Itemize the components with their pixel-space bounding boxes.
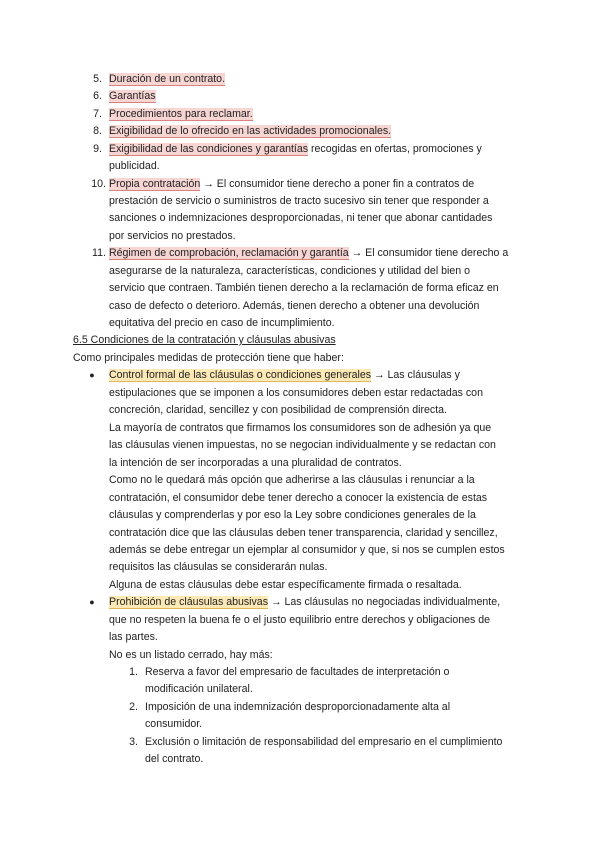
- sublist-number: 3.: [129, 736, 138, 748]
- list-item: [109, 106, 253, 123]
- sublist-number: 2.: [129, 701, 138, 713]
- item-text: → El consumidor tiene derecho a poner fin a contratos de: [200, 178, 475, 190]
- item-continuation: asegurarse de la naturaleza, características, condiciones y utilidad del bien o: [109, 265, 470, 277]
- bullet-continuation: concreción, claridad, sencillez y con posibilidad de comprensión directa.: [109, 404, 448, 416]
- sublist-continuation: consumidor.: [145, 718, 203, 730]
- item-text: → El consumidor tiene derecho a: [348, 247, 509, 259]
- item-text: → Las cláusulas y: [371, 369, 460, 381]
- sublist-item: Exclusión o limitación de responsabilidad del empresario en el cumplimiento: [145, 736, 503, 748]
- highlighted-text: Control formal de las cláusulas o condiciones generales: [109, 369, 372, 381]
- highlighted-text: Duración de un contrato.: [109, 73, 226, 85]
- bullet-continuation: Alguna de estas cláusulas debe estar específicamente firmada o resaltada.: [109, 579, 462, 591]
- bullet-item: [109, 594, 500, 611]
- list-item: [109, 71, 225, 88]
- bullet-continuation: que no respeten la buena fe o el justo equilibrio entre derechos y obligaciones de: [109, 614, 491, 626]
- bullet-continuation: las cláusulas vienen impuestas, no se negocian individualmente y se redactan con: [109, 439, 496, 451]
- list-number: 9.: [93, 143, 102, 155]
- highlighted-text: Régimen de comprobación, reclamación y garantía: [109, 247, 349, 259]
- bullet-continuation: además se debe entregar un ejemplar al consumidor y que, si nos se cumplen estos: [109, 544, 505, 556]
- highlighted-text: Garantías: [109, 90, 156, 102]
- list-item: [109, 123, 391, 140]
- bullet-continuation: Como no le quedará más opción que adherirse a las cláusulas i renunciar a la: [109, 474, 475, 486]
- item-continuation: por servicios no prestados.: [109, 230, 236, 242]
- item-continuation: caso de defecto o deterioro. Además, tienen derecho a obtener una devolución: [109, 300, 480, 312]
- highlighted-text: Procedimientos para reclamar.: [109, 108, 253, 120]
- highlighted-text: Propia contratación: [109, 178, 201, 190]
- list-number: 8.: [93, 125, 102, 137]
- bullet-marker: ●: [89, 597, 95, 607]
- item-continuation: prestación de servicio o suministros de tracto sucesivo sin tener que responder a: [109, 195, 489, 207]
- bullet-continuation: contratación, el consumidor debe tener derecho a conocer la existencia de estas: [109, 492, 488, 504]
- bullet-continuation: contratación dice que las cláusulas deben tener transparencia, claridad y sencillez,: [109, 527, 498, 539]
- item-text: → Las cláusulas no negociadas individualmente,: [268, 596, 501, 608]
- intro-text: Como principales medidas de protección tiene que haber:: [73, 352, 344, 364]
- list-number: 11.: [92, 247, 106, 259]
- section-heading: 6.5 Condiciones de la contratación y cláusulas abusivas: [73, 334, 336, 346]
- list-number: 7.: [93, 108, 102, 120]
- bullet-item: [109, 367, 460, 384]
- item-text: recogidas en ofertas, promociones y: [308, 143, 482, 155]
- item-continuation: publicidad.: [109, 160, 160, 172]
- sublist-item: Imposición de una indemnización desproporcionadamente alta al: [145, 701, 451, 713]
- highlighted-text: Exigibilidad de lo ofrecido en las actividades promocionales.: [109, 125, 392, 137]
- bullet-continuation: requisitos las cláusulas se considerarán nulas.: [109, 561, 328, 573]
- list-item: [109, 88, 156, 105]
- highlighted-text: Exigibilidad de las condiciones y garantías: [109, 143, 309, 155]
- list-number: 6.: [93, 90, 102, 102]
- sublist-number: 1.: [129, 666, 138, 678]
- list-number: 5.: [93, 73, 102, 85]
- bullet-marker: ●: [89, 370, 95, 380]
- bullet-continuation: La mayoría de contratos que firmamos los consumidores son de adhesión ya que: [109, 422, 492, 434]
- list-number: 10.: [91, 178, 106, 190]
- list-item: [109, 245, 508, 262]
- sublist-item: Reserva a favor del empresario de facultades de interpretación o: [145, 666, 450, 678]
- item-continuation: servicio que contraen. También tienen derecho a la reclamación de forma eficaz en: [109, 282, 499, 294]
- sublist-continuation: del contrato.: [145, 753, 204, 765]
- bullet-continuation: estipulaciones que se imponen a los consumidores deben estar redactadas con: [109, 387, 483, 399]
- highlighted-text: Prohibición de cláusulas abusivas: [109, 596, 268, 608]
- bullet-continuation: No es un listado cerrado, hay más:: [109, 649, 273, 661]
- list-item: [109, 141, 482, 158]
- sublist-continuation: modificación unilateral.: [145, 683, 253, 695]
- bullet-continuation: las partes.: [109, 631, 158, 643]
- bullet-continuation: la intención de ser incorporadas a una pluralidad de contratos.: [109, 457, 402, 469]
- list-item: [109, 176, 474, 193]
- item-continuation: sanciones o indemnizaciones desproporcionadas, ni tener que abonar cantidades: [109, 212, 493, 224]
- bullet-continuation: cláusulas y comprenderlas y por eso la Ley sobre condiciones generales de la: [109, 509, 476, 521]
- item-continuation: equitativa del precio en caso de incumplimiento.: [109, 317, 335, 329]
